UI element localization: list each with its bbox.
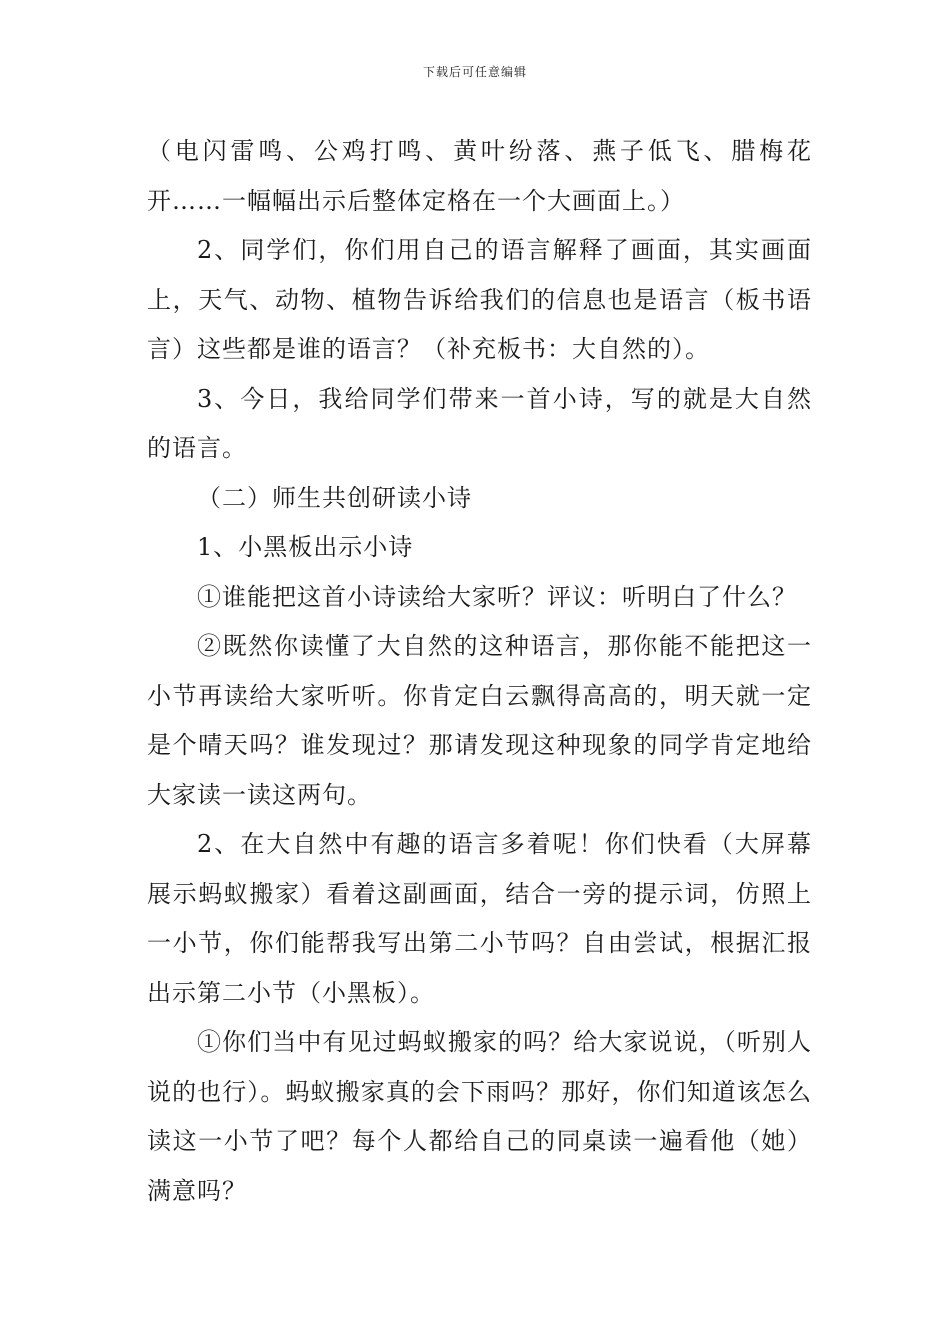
paragraph-substep-2: 2、在大自然中有趣的语言多着呢！你们快看（大屏幕展示蚂蚁搬家）看着这副画面，结合一旁的提示词，仿照上一小节，你们能帮我写出第二小节吗？自由尝试，根据汇报出示第二小节（小黑板）。: [147, 830, 812, 1007]
paragraph-question-1: ①谁能把这首小诗读给大家听？评议：听明白了什么？: [197, 582, 797, 611]
paragraph-step-3: 3、今日，我给同学们带来一首小诗，写的就是大自然的语言。: [147, 384, 812, 462]
paragraph-substep-1: 1、小黑板出示小诗: [197, 533, 414, 561]
page-header: 下载后可任意编辑: [422, 65, 527, 79]
paragraph-step-2: 2、同学们，你们用自己的语言解释了画面，其实画面上，天气、动物、植物告诉给我们的信息也是语言（板书语言）这些都是谁的语言？（补充板书：大自然的）。: [147, 236, 812, 363]
paragraph-question-2: ②既然你读懂了大自然的这种语言，那你能不能把这一小节再读给大家听听。你肯定白云飘得高高的，明天就一定是个晴天吗？谁发现过？那请发现这种现象的同学肯定地给大家读一读这两句。: [147, 632, 812, 809]
document-body: [147, 127, 812, 1216]
paragraph-question-3: ①你们当中有见过蚂蚁搬家的吗？给大家说说，（听别人说的也行）。蚂蚁搬家真的会下雨吗？那好，你们知道该怎么读这一小节了吧？每个人都给自己的同桌读一遍看他（她）满意吗？: [147, 1028, 812, 1205]
paragraph-scene-list: （电闪雷鸣、公鸡打鸣、黄叶纷落、燕子低飞、腊梅花开……一幅幅出示后整体定格在一个大画面上。）: [147, 137, 812, 215]
section-heading-2: （二）师生共创研读小诗: [197, 483, 472, 512]
